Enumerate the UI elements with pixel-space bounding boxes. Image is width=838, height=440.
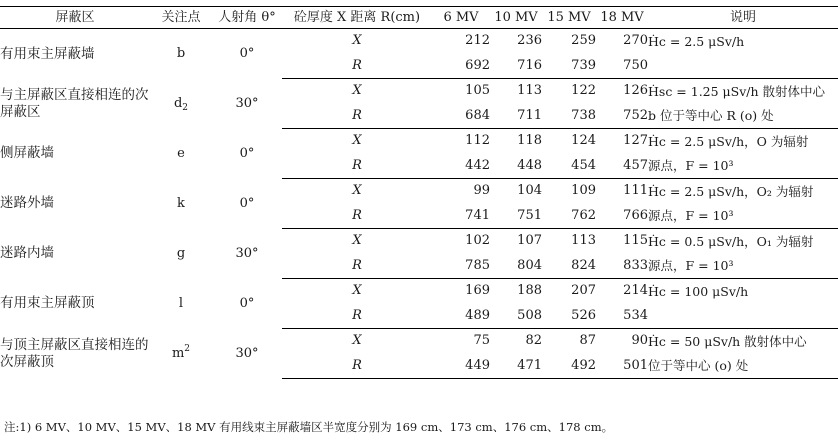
point-subscript: 2 — [182, 102, 189, 113]
header-6mv: 6 MV — [432, 7, 490, 29]
value-cell: 115 — [623, 233, 648, 249]
value-cell: 102 — [465, 233, 490, 249]
angle-cell: 30° — [235, 245, 259, 261]
table-header — [0, 7, 838, 29]
header-region: 屏蔽区 — [0, 7, 150, 29]
dim-r-label: R — [282, 204, 432, 229]
value-cell: 804 — [490, 254, 542, 279]
value-cell: 489 — [432, 304, 490, 329]
dim-x-label: X — [352, 133, 362, 149]
region-name: 有用束主屏蔽顶 — [0, 295, 95, 312]
dim-x-label: X — [352, 33, 362, 49]
region-name: 与主屏蔽区直接相连的次屏蔽区 — [0, 87, 149, 120]
header-10mv: 10 MV — [490, 7, 542, 29]
point-label: d — [173, 95, 183, 111]
value-cell: 738 — [542, 104, 596, 129]
point-cell — [150, 229, 212, 279]
region-name: 侧屏蔽墙 — [0, 145, 54, 162]
angle-cell: 0° — [239, 145, 255, 161]
value-cell: 105 — [465, 83, 490, 99]
value-cell: 785 — [432, 254, 490, 279]
region-name: 与顶主屏蔽区直接相连的次屏蔽顶 — [0, 337, 149, 370]
value-cell: 442 — [432, 154, 490, 179]
point-label: m — [171, 345, 185, 361]
value-cell: 99 — [473, 183, 490, 199]
angle-cell: 0° — [239, 295, 255, 311]
description-line — [648, 304, 838, 329]
value-cell: 90 — [631, 333, 648, 349]
description-line: Ḣc = 100 μSv/h — [648, 283, 749, 299]
value-cell: 454 — [542, 154, 596, 179]
dim-r-label: R — [282, 354, 432, 379]
description-line: Ḣc = 2.5 μSv/h，O₂ 为辐射 — [648, 183, 814, 199]
value-cell: 214 — [623, 283, 648, 299]
header-15mv: 15 MV — [542, 7, 596, 29]
table-body — [0, 29, 838, 379]
region-name: 迷路内墙 — [0, 245, 54, 262]
value-cell: 716 — [490, 54, 542, 79]
description-line: 源点，F = 10³ — [648, 254, 838, 279]
angle-cell: 0° — [239, 45, 255, 61]
table-row — [0, 129, 838, 154]
value-cell: 87 — [579, 333, 596, 349]
header-desc: 说明 — [648, 7, 838, 29]
value-cell: 75 — [473, 333, 490, 349]
value-cell: 471 — [490, 354, 542, 379]
point-cell — [150, 329, 212, 379]
value-cell: 126 — [623, 83, 648, 99]
point-label: g — [176, 245, 186, 261]
value-cell: 104 — [517, 183, 542, 199]
table-row — [0, 29, 838, 54]
table-row — [0, 329, 838, 354]
value-cell: 739 — [542, 54, 596, 79]
table-row — [0, 279, 838, 304]
description-line: Ḣc = 50 μSv/h 散射体中心 — [648, 333, 807, 349]
description-line: b 位于等中心 R (o) 处 — [648, 104, 838, 129]
value-cell: 534 — [596, 304, 648, 329]
header-dim: 砼厚度 X 距离 R(cm) — [282, 7, 432, 29]
value-cell: 448 — [490, 154, 542, 179]
value-cell: 111 — [623, 183, 648, 199]
point-label: k — [177, 195, 185, 211]
dim-x-label: X — [352, 233, 362, 249]
value-cell: 449 — [432, 354, 490, 379]
value-cell: 692 — [432, 54, 490, 79]
value-cell: 113 — [517, 83, 542, 99]
dim-x-label: X — [352, 83, 362, 99]
dim-x-label: X — [352, 283, 362, 299]
value-cell: 109 — [571, 183, 596, 199]
angle-cell: 30° — [235, 345, 259, 361]
value-cell: 169 — [465, 283, 490, 299]
point-cell — [150, 29, 212, 79]
header-point: 关注点 — [150, 7, 212, 29]
value-cell: 107 — [517, 233, 542, 249]
point-superscript: 2 — [184, 343, 191, 354]
value-cell: 501 — [596, 354, 648, 379]
description-line: Ḣc = 0.5 μSv/h，O₁ 为辐射 — [648, 233, 814, 249]
table-row — [0, 79, 838, 104]
value-cell: 457 — [596, 154, 648, 179]
dim-r-label: R — [282, 54, 432, 79]
angle-cell: 30° — [235, 95, 259, 111]
dim-r-label: R — [282, 104, 432, 129]
point-cell — [150, 79, 212, 129]
table-footnote: 注:1) 6 MV、10 MV、15 MV、18 MV 有用线束主屏蔽墙区半宽度分别为 169 cm、173 cm、176 cm、178 cm。 — [4, 420, 614, 434]
value-cell: 711 — [490, 104, 542, 129]
dim-r-label: R — [282, 154, 432, 179]
region-name: 迷路外墙 — [0, 195, 54, 212]
dim-r-label: R — [282, 254, 432, 279]
value-cell: 82 — [525, 333, 542, 349]
dim-x-label: X — [352, 333, 362, 349]
value-cell: 188 — [517, 283, 542, 299]
value-cell: 259 — [571, 33, 596, 49]
value-cell: 750 — [596, 54, 648, 79]
value-cell: 741 — [432, 204, 490, 229]
value-cell: 127 — [623, 133, 648, 149]
value-cell: 207 — [571, 283, 596, 299]
value-cell: 118 — [517, 133, 542, 149]
value-cell: 508 — [490, 304, 542, 329]
description-line — [648, 54, 838, 79]
value-cell: 833 — [596, 254, 648, 279]
description-line: 源点，F = 10³ — [648, 204, 838, 229]
table-row — [0, 179, 838, 204]
dim-x-label: X — [352, 183, 362, 199]
description-line: Ḣc = 2.5 μSv/h — [648, 33, 745, 49]
value-cell: 112 — [465, 133, 490, 149]
point-cell — [150, 179, 212, 229]
value-cell: 684 — [432, 104, 490, 129]
description-line: 位于等中心 (o) 处 — [648, 354, 838, 379]
dim-r-label: R — [282, 304, 432, 329]
point-cell — [150, 279, 212, 329]
point-label: e — [177, 145, 185, 161]
value-cell: 122 — [571, 83, 596, 99]
table-row — [0, 229, 838, 254]
value-cell: 752 — [596, 104, 648, 129]
header-18mv: 18 MV — [596, 7, 648, 29]
value-cell: 762 — [542, 204, 596, 229]
value-cell: 751 — [490, 204, 542, 229]
value-cell: 492 — [542, 354, 596, 379]
value-cell: 766 — [596, 204, 648, 229]
value-cell: 270 — [623, 33, 648, 49]
header-angle: 人射角 θ° — [212, 7, 282, 29]
description-line: Ḣsc = 1.25 μSv/h 散射体中心 — [648, 83, 826, 99]
value-cell: 212 — [465, 33, 490, 49]
angle-cell: 0° — [239, 195, 255, 211]
description-line: 源点，F = 10³ — [648, 154, 838, 179]
value-cell: 526 — [542, 304, 596, 329]
value-cell: 236 — [517, 33, 542, 49]
value-cell: 113 — [571, 233, 596, 249]
description-line: Ḣc = 2.5 μSv/h，O 为辐射 — [648, 133, 809, 149]
value-cell: 824 — [542, 254, 596, 279]
point-label: l — [178, 295, 184, 311]
point-cell — [150, 129, 212, 179]
region-name: 有用束主屏蔽墙 — [0, 45, 95, 62]
point-label: b — [176, 45, 186, 61]
value-cell: 124 — [571, 133, 596, 149]
shielding-table — [0, 6, 838, 379]
